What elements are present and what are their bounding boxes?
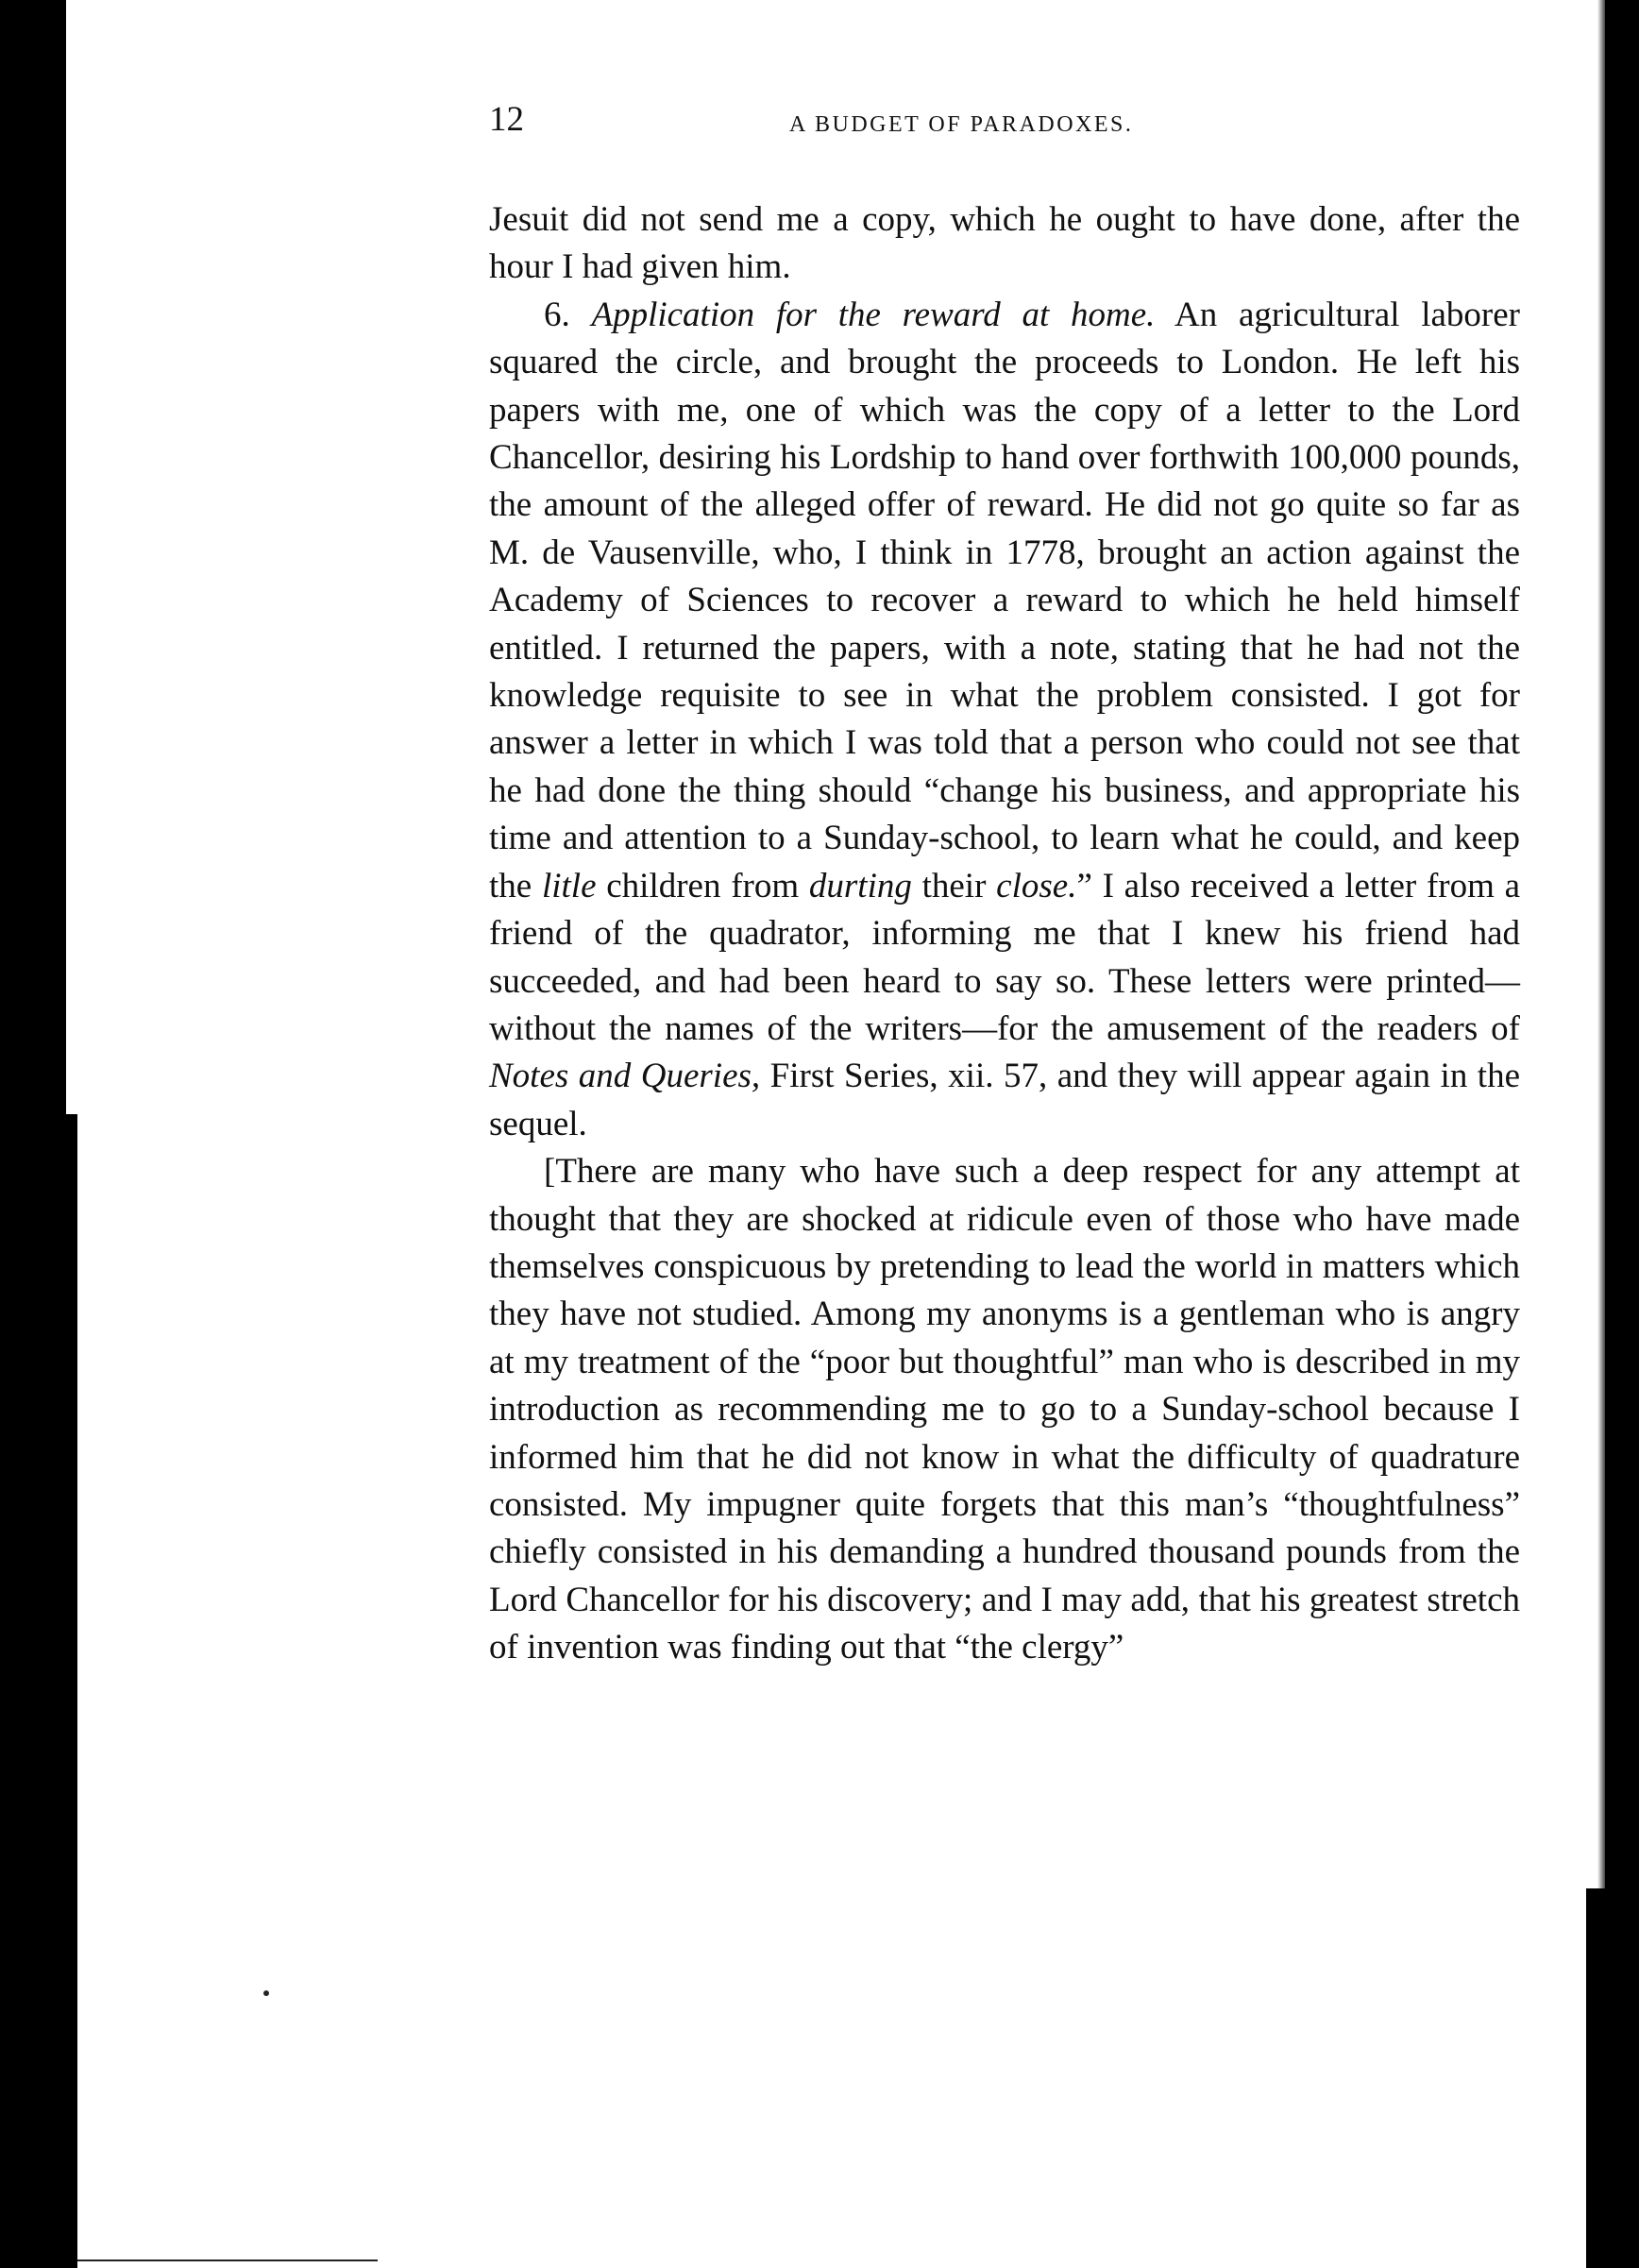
scan-page-edge (1605, 0, 1639, 2268)
scan-page-edge-bulge (1586, 1888, 1605, 2268)
paragraph-1: Jesuit did not send me a copy, which he ought to have done, after the hour I had given him. (489, 200, 1520, 287)
body-text (489, 196, 1520, 1672)
scan-speck (263, 1990, 269, 1996)
page-number: 12 (489, 100, 524, 139)
journal-title: Notes and Queries, (489, 1057, 761, 1096)
paragraph-2-text-2: children from (606, 866, 800, 906)
paragraph-3: [There are many who have such a deep respect for any attempt at thought that they are shocked at ridicule even of those who have made themselves conspicuous by pretending to lead the world in matters which they have not studied. Among my anonyms is a gentleman who is angry at my treatment of the “poor but thoughtful” man who is described in my introduction as recommending me to go to a Sunday-school because I informed him that he did not know in what the difficulty of quadrature consisted. My impugner quite forgets that this man’s “thoughtfulness” chiefly consisted in his demanding a hundred thousand pounds from the Lord Chancellor for his discovery; and I may add, that his greatest stretch of invention was finding out that “the clergy” (489, 1152, 1520, 1667)
scan-bottom-rule (77, 2260, 378, 2261)
paragraph-2-text-4: ” I also received a letter from a friend of the quadrator, informing me that I knew his friend had succeeded, and had been heard to say so. These letters were printed—without the names of the writers—for the amusement of the readers of (489, 866, 1521, 1048)
emphasis-durting: durting (808, 866, 912, 906)
running-title: A BUDGET OF PARADOXES. (789, 112, 1134, 137)
paragraph-2-text-1: An agricultural laborer squared the circle, and brought the proceeds to London. He left his papers with me, one of which was the copy of a letter to the Lord Chancellor, desiring his Lordship to hand over forthwith 100,000 pounds, the amount of the alleged offer of reward. He did not go quite so far as M. de Vausenville, who, I think in 1778, brought an action against the Academy of Sciences to recover a reward to which he held himself entitled. I returned the papers, with a note, stating that he had not the knowledge requisite to see in what the problem consisted. I got for answer a letter in which I was told that a person who could not see that he had done the thing should “change his business, and appropriate his time and attention to a Sunday-school, to learn what he could, and keep the (489, 295, 1520, 906)
emphasis-litle: litle (541, 866, 597, 906)
section-heading: Application for the reward at home. (591, 295, 1156, 334)
emphasis-close: close. (996, 866, 1077, 906)
paragraph-2 (489, 292, 1520, 1148)
section-number: 6. (544, 295, 570, 334)
paragraph-2-text-5: First Series, xii. 57, and they will appear again in the sequel. (489, 1057, 1521, 1143)
paragraph-2-text-3: their (921, 866, 987, 906)
scan-binding-edge-lower (0, 1114, 77, 2268)
